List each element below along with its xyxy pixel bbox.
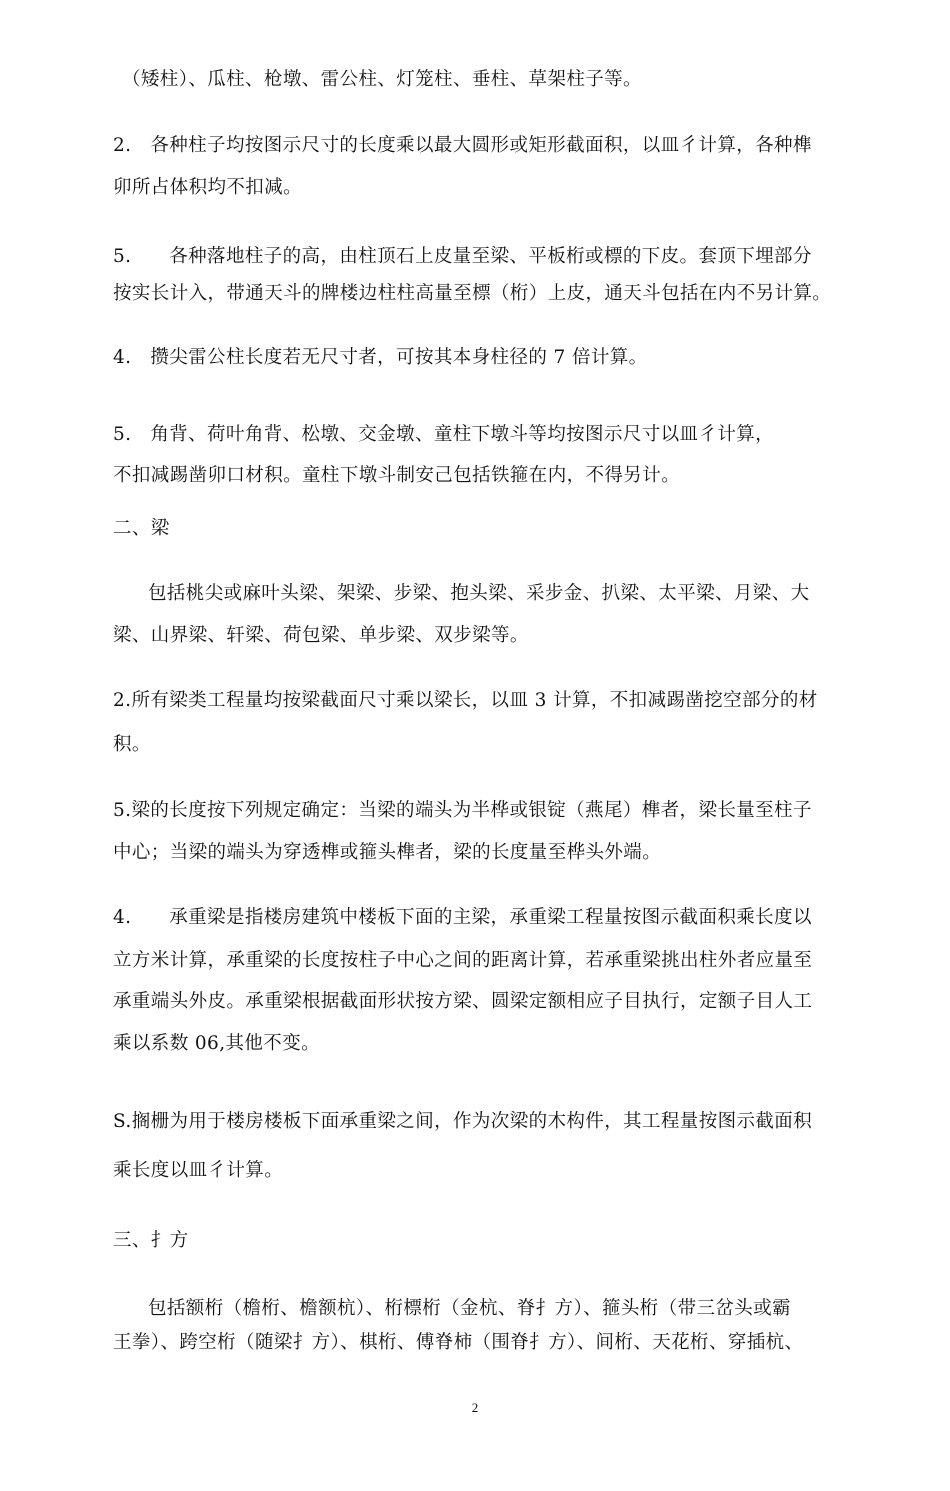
text-line: 承重端头外皮。承重梁根据截面形状按方梁、圆梁定额相应子目执行，定额子目人工 (113, 991, 813, 1012)
page-number: 2 (471, 1400, 479, 1415)
text-line: 2.所有梁类工程量均按梁截面尺寸乘以梁长，以皿 3 计算，不扣减踢凿挖空部分的材 (113, 690, 818, 711)
section-heading: 三、扌方 (113, 1230, 189, 1251)
text-line: 包括额桁（檐桁、檐额杭）、桁標桁（金杭、脊扌方）、箍头桁（带三岔头或霸 (148, 1298, 792, 1319)
text-line: 中心；当梁的端头为穿透榫或箍头榫者，梁的长度量至桦头外端。 (113, 842, 662, 863)
text-line: 5.梁的长度按下列规定确定：当梁的端头为半桦或银锭（燕尾）榫者，梁长量至柱子 (113, 800, 812, 821)
text-line: 5. 各种落地柱子的高，由柱顶石上皮量至梁、平板桁或標的下皮。套顶下埋部分 (113, 246, 812, 267)
text-line: 王拳）、跨空桁（随梁扌方）、棋桁、傅脊柿（围脊扌方）、间桁、天花桁、穿插杭、 (113, 1332, 804, 1353)
text-line: 立方米计算，承重梁的长度按柱子中心之间的距离计算，若承重梁挑出柱外者应量至 (113, 950, 813, 971)
section-heading: 二、梁 (113, 518, 170, 539)
text-line: 5. 角背、荷叶角背、松墩、交金墩、童柱下墩斗等均按图示尺寸以皿彳计算， (113, 424, 775, 445)
text-line: （矮柱）、瓜柱、枪墩、雷公柱、灯笼柱、垂柱、草架柱子等。 (122, 69, 642, 90)
text-line: S.搁栅为用于楼房楼板下面承重梁之间，作为次梁的木构件，其工程量按图示截面积 (113, 1111, 813, 1132)
text-line: 不扣减踢凿卯口材积。童柱下墩斗制安己包括铁箍在内，不得另计。 (113, 465, 681, 486)
text-line: 4. 承重梁是指楼房建筑中楼板下面的主梁，承重梁工程量按图示截面积乘长度以 (113, 907, 812, 928)
text-line: 积。 (113, 734, 151, 755)
text-line: 乘以系数 06,其他不变。 (113, 1033, 321, 1054)
text-line: 梁、山界梁、轩梁、荷包梁、单步梁、双步梁等。 (113, 625, 529, 646)
text-line: 2. 各种柱子均按图示尺寸的长度乘以最大圆形或矩形截面积，以皿彳计算，各种榫 (113, 135, 812, 156)
text-line: 4. 攒尖雷公柱长度若无尺寸者，可按其本身柱径的 7 倍计算。 (113, 347, 648, 368)
text-line: 按实长计入，带通天斗的牌楼边柱柱高量至標（桁）上皮，通天斗包括在内不另计算。 (113, 283, 832, 304)
text-line: 包括桃尖或麻叶头梁、架梁、步梁、抱头梁、采步金、扒梁、太平梁、月梁、大 (148, 583, 810, 604)
text-line: 乘长度以皿彳计算。 (113, 1160, 284, 1181)
text-line: 卯所占体积均不扣减。 (113, 177, 303, 198)
